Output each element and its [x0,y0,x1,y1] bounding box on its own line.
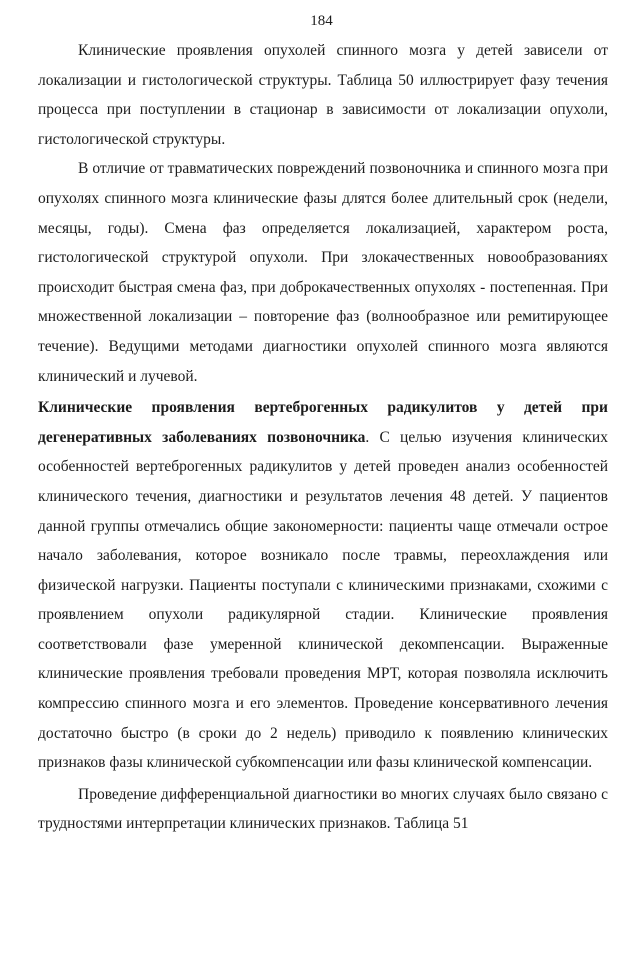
page-number: 184 [310,13,333,29]
paragraph-phase-duration: В отличие от травматических повреждений позвоночника и спинного мозга при опухолях спинного мозга клинические фазы длятся более длительный срок (недели, месяцы, годы). Смена фаз определяется локализацией, характером роста, гистологической структурой опухоли. При злокачественных новообразованиях происходит быстрая смена фаз, при доброкачественных опухолях - постепенная. При множественной локализации – повторение фаз (волнообразное или ремитирующее течение). Ведущими методами диагностики опухолей спинного мозга являются клинический и лучевой. [38,160,608,385]
body-text [38,36,608,839]
paragraph-radiculitis-text: . С целью изучения клинических особенностей вертеброгенных радикулитов у детей проведен анализ особенностей клинического течения, диагностики и результатов лечения 48 детей. У пациентов данной группы отмечались общие закономерности: пациенты чаще отмечали острое начало заболевания, которое возникало после травмы, переохлаждения или физической нагрузки. Пациенты поступали с клиническими признаками, схожими с проявлением опухоли радикулярной стадии. Клинические проявления соответствовали фазе умеренной клинической декомпенсации. Выраженные клинические проявления требовали проведения МРТ, которая позволяла исключить компрессию спинного мозга и его элементов. Проведение консервативного лечения достаточно быстро (в сроки до 2 недель) приводило к появлению клинических признаков фазы клинической субкомпенсации или фазы клинической компенсации. [38,428,608,772]
paragraph-differential-diagnosis: Проведение дифференциальной диагностики во многих случаях было связано с трудностями интерпретации клинических признаков. Таблица 51 [38,785,608,833]
section-heading-radiculitis: Клинические проявления вертеброгенных радикулитов у детей при дегенеративных заболеваниях позвоночника [38,399,608,446]
paragraph-tumor-manifestations: Клинические проявления опухолей спинного мозга у детей зависели от локализации и гистологической структуры. Таблица 50 иллюстрирует фазу течения процесса при поступлении в стационар в зависимости от локализации опухоли, гистологической структуры. [38,42,608,148]
paragraph-radiculitis [38,393,608,778]
